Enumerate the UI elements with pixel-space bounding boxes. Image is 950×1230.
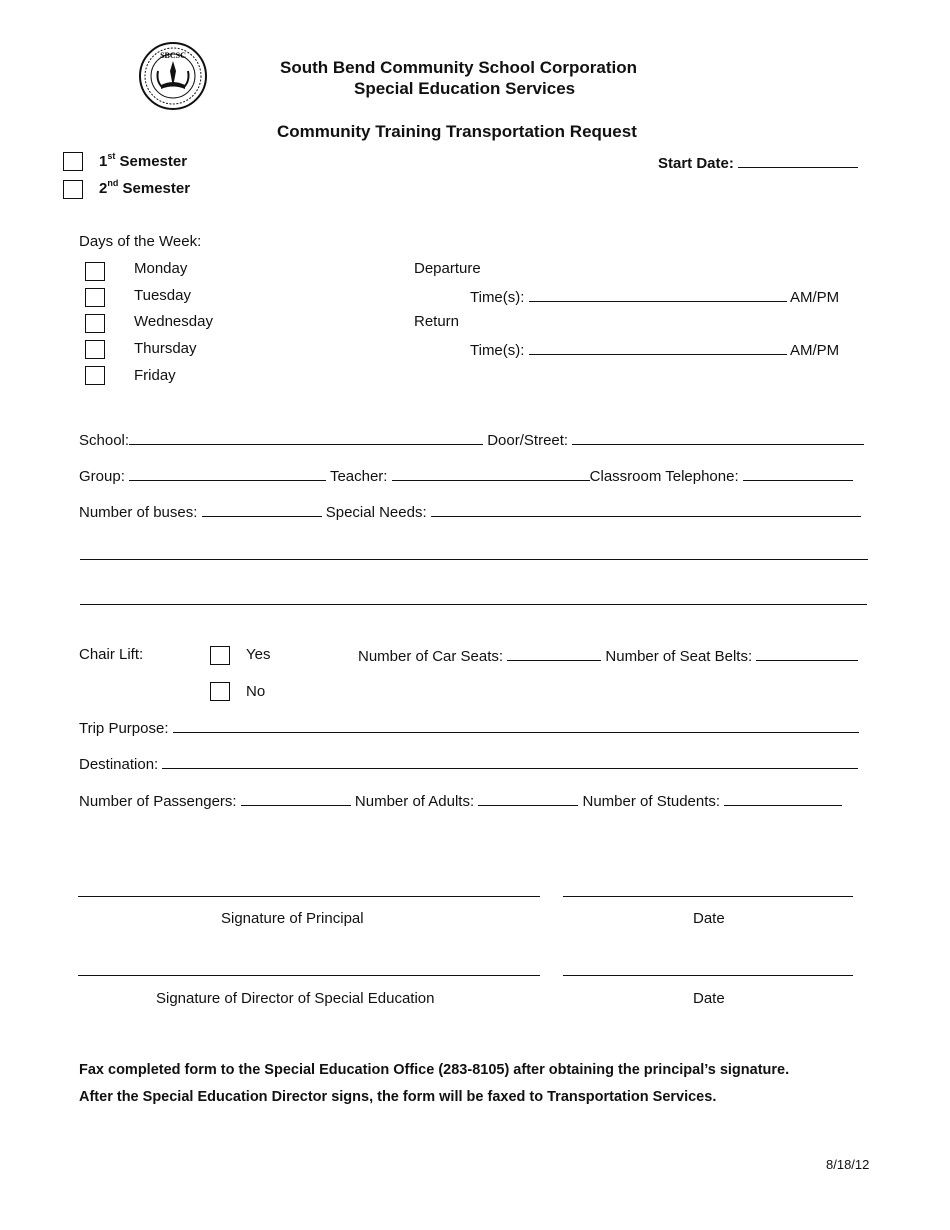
- students-label: Number of Students:: [582, 793, 721, 810]
- chair-lift-label: Chair Lift:: [79, 646, 144, 663]
- chair-lift-yes-label: Yes: [246, 646, 271, 663]
- second-semester-sup: nd: [107, 178, 119, 188]
- group-label: Group:: [79, 468, 125, 485]
- org-name: South Bend Community School Corporation: [280, 58, 637, 77]
- form-version: 8/18/12: [826, 1157, 870, 1172]
- wednesday-checkbox[interactable]: [85, 314, 105, 333]
- classroom-phone-label: Classroom Telephone:: [589, 468, 739, 485]
- car-seats-label: Number of Car Seats:: [358, 648, 504, 665]
- monday-label: Monday: [134, 260, 188, 277]
- adults-label: Number of Adults:: [354, 793, 475, 810]
- passengers-label: Number of Passengers:: [79, 793, 237, 810]
- principal-date-line[interactable]: [563, 896, 853, 897]
- trip-purpose-row: [79, 718, 859, 737]
- trip-purpose-field[interactable]: [173, 718, 859, 733]
- start-date-field[interactable]: [738, 153, 858, 168]
- fax-note: Fax completed form to the Special Education Office (283-8105) after obtaining the principal’s signature.: [79, 1062, 790, 1078]
- num-buses-label: Number of buses:: [79, 504, 198, 521]
- departure-time: [470, 287, 839, 306]
- num-buses-field[interactable]: [202, 502, 322, 517]
- departure-time-field[interactable]: [529, 287, 787, 302]
- chair-lift-no-label: No: [246, 683, 266, 700]
- group-field[interactable]: [129, 466, 326, 481]
- principal-signature-label: Signature of Principal: [221, 910, 364, 927]
- departure-label: Departure: [414, 260, 481, 277]
- group-row: [79, 466, 853, 485]
- special-needs-line-3[interactable]: [80, 604, 867, 605]
- principal-signature-line[interactable]: [78, 896, 540, 897]
- first-semester-label: [99, 153, 187, 170]
- seat-belts-label: Number of Seat Belts:: [605, 648, 753, 665]
- return-label: Return: [414, 313, 460, 330]
- teacher-label: Teacher:: [329, 468, 388, 485]
- return-time-field[interactable]: [529, 340, 787, 355]
- director-note: After the Special Education Director signs, the form will be faxed to Transportation Services.: [79, 1089, 717, 1105]
- first-semester-sup: st: [107, 151, 116, 161]
- car-seats-field[interactable]: [507, 646, 601, 661]
- first-semester-num: 1: [99, 153, 108, 170]
- director-signature-label: Signature of Director of Special Education: [156, 990, 435, 1007]
- wednesday-label: Wednesday: [134, 313, 213, 330]
- return-time: [470, 340, 839, 359]
- chair-lift-no-checkbox[interactable]: [210, 682, 230, 701]
- director-date-line[interactable]: [563, 975, 853, 976]
- passengers-field[interactable]: [241, 791, 351, 806]
- adults-field[interactable]: [478, 791, 578, 806]
- school-label: School:: [79, 432, 130, 449]
- principal-date-label: Date: [693, 910, 725, 927]
- monday-checkbox[interactable]: [85, 262, 105, 281]
- second-semester-text: Semester: [118, 180, 191, 197]
- start-date-label: Start Date:: [658, 155, 734, 172]
- classroom-phone-field[interactable]: [743, 466, 853, 481]
- seats-row: [358, 646, 858, 665]
- start-date: [658, 153, 858, 172]
- chair-lift-yes-checkbox[interactable]: [210, 646, 230, 665]
- thursday-checkbox[interactable]: [85, 340, 105, 359]
- school-row: [79, 430, 864, 449]
- friday-checkbox[interactable]: [85, 366, 105, 385]
- director-signature-line[interactable]: [78, 975, 540, 976]
- destination-label: Destination:: [79, 756, 159, 773]
- buses-row: [79, 502, 861, 521]
- special-needs-field[interactable]: [431, 502, 861, 517]
- trip-purpose-label: Trip Purpose:: [79, 720, 169, 737]
- first-semester-text: Semester: [115, 153, 188, 170]
- thursday-label: Thursday: [134, 340, 197, 357]
- school-seal-icon: [138, 41, 208, 111]
- departure-ampm: AM/PM: [789, 289, 840, 306]
- director-date-label: Date: [693, 990, 725, 1007]
- days-label: Days of the Week:: [79, 233, 202, 250]
- first-semester-checkbox[interactable]: [63, 152, 83, 171]
- dept-name: Special Education Services: [354, 79, 576, 98]
- door-street-field[interactable]: [572, 430, 864, 445]
- destination-field[interactable]: [162, 754, 858, 769]
- teacher-field[interactable]: [392, 466, 590, 481]
- friday-label: Friday: [134, 367, 176, 384]
- tuesday-label: Tuesday: [134, 287, 191, 304]
- school-field[interactable]: [129, 430, 483, 445]
- special-needs-label: Special Needs:: [325, 504, 427, 521]
- departure-time-label: Time(s):: [470, 289, 525, 306]
- return-ampm: AM/PM: [789, 342, 840, 359]
- second-semester-num: 2: [99, 180, 108, 197]
- students-field[interactable]: [724, 791, 842, 806]
- tuesday-checkbox[interactable]: [85, 288, 105, 307]
- logo-text: SBCSC: [160, 51, 186, 60]
- second-semester-checkbox[interactable]: [63, 180, 83, 199]
- passengers-row: [79, 791, 842, 810]
- logo: [138, 41, 208, 111]
- special-needs-line-2[interactable]: [80, 559, 868, 560]
- seat-belts-field[interactable]: [756, 646, 858, 661]
- second-semester-label: [99, 180, 190, 197]
- form-title: Community Training Transportation Request: [277, 122, 637, 141]
- door-street-label: Door/Street:: [487, 432, 569, 449]
- destination-row: [79, 754, 858, 773]
- return-time-label: Time(s):: [470, 342, 525, 359]
